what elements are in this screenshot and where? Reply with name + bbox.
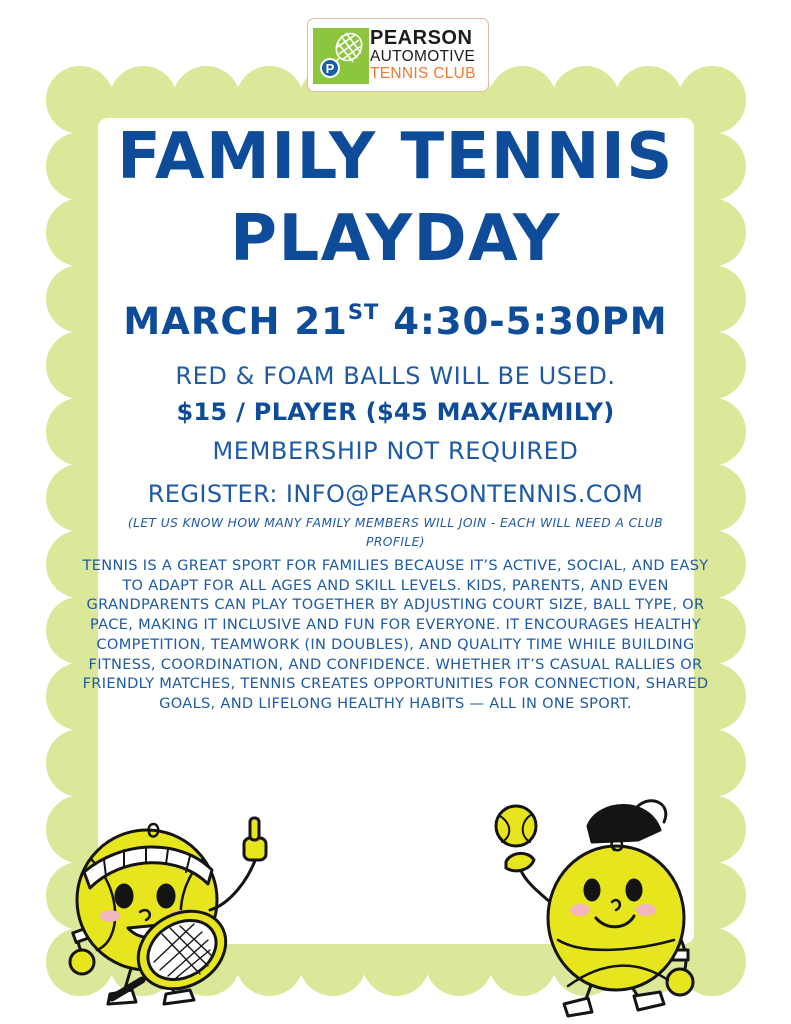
tennis-ball-mascot-left-icon <box>62 800 292 1010</box>
title-line-2: PLAYDAY <box>230 202 561 276</box>
logo-club-name: TENNIS CLUB <box>370 65 476 82</box>
membership-info: MEMBERSHIP NOT REQUIRED <box>212 437 579 465</box>
event-date-suffix: ST <box>347 300 380 324</box>
tennis-ball-mascot-right-icon <box>488 790 713 1020</box>
description-paragraph: TENNIS IS A GREAT SPORT FOR FAMILIES BECAUSE IT’S ACTIVE, SOCIAL, AND EASY TO ADAPT FOR ALL AGES AND SKILL LEVELS. KIDS, PARENTS, AND EVEN GRANDPARENTS CAN PLAY TOGETHER BY ADJUSTING COURT SIZE, BALL TYPE, OR PACE, MAKING IT INCLUSIVE AND FUN FOR EVERYONE. IT ENCOURAGES HEALTHY COMPETITION, TEAMWORK (IN DOUBLES), AND QUALITY TIME WHILE BUILDING FITNESS, COORDINATION, AND CONFIDENCE. WHETHER IT’S CASUAL RALLIES OR FRIENDLY MATCHES, TENNIS CREATES OPPORTUNITIES FOR CONNECTION, SHARED GOALS, AND LIFELONG HEALTHY HABITS — ALL IN ONE SPORT. <box>82 557 709 712</box>
title-line-1: FAMILY TENNIS <box>117 120 674 194</box>
price-info: $15 / PLAYER ($45 MAX/FAMILY) <box>176 398 615 426</box>
club-logo <box>307 18 489 92</box>
logo-name: PEARSON <box>370 27 473 49</box>
logo-wordmark <box>370 28 488 82</box>
logo-subtitle: AUTOMOTIVE <box>370 48 476 65</box>
registration-note: (LET US KNOW HOW MANY FAMILY MEMBERS WILL JOIN - EACH WILL NEED A CLUB PROFILE) <box>127 516 664 549</box>
racket-logo-icon <box>313 28 369 84</box>
event-time: 4:30-5:30PM <box>393 300 668 343</box>
event-date: MARCH 21 <box>123 300 348 343</box>
logo-badge-letter: P <box>325 61 335 76</box>
register-info: REGISTER: INFO@PEARSONTENNIS.COM <box>147 480 644 508</box>
balls-info: RED & FOAM BALLS WILL BE USED. <box>175 362 616 390</box>
event-date-time <box>0 298 791 346</box>
